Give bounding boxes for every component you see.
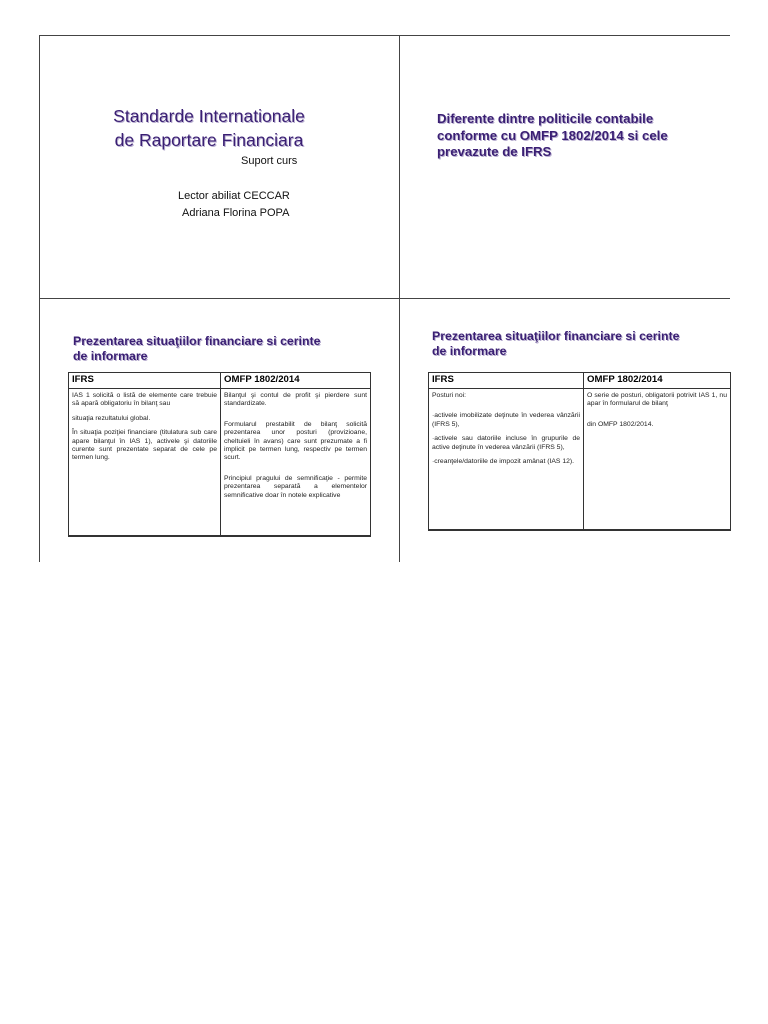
slide-4-ifrs-text: ·creanţele/datoriile de impozit amânat (IAS 12). <box>432 458 575 466</box>
slide-3-ifrs-text: situaţia rezultatului global. <box>72 414 151 422</box>
slide-2-title <box>437 111 722 161</box>
slide-4-ifrs-text: ·activele imobilizate deţinute în vederea vânzării (IFRS 5), <box>432 412 580 428</box>
slide-4-ifrs-text: Posturi noi: <box>432 392 467 399</box>
slide-3-ifrs-text: IAS 1 solicită o listă de elemente care trebuie să apară obligatoriu în bilanţ sau <box>72 392 217 408</box>
slide-1-subtitle: Suport curs <box>241 155 298 167</box>
slide-4-omfp-cell <box>584 389 731 530</box>
slide-2-title-line-1: Diferente dintre politicile contabile <box>437 111 654 126</box>
slide-4-header-ifrs: IFRS <box>429 373 584 389</box>
slide-4-header-omfp: OMFP 1802/2014 <box>584 373 731 389</box>
slide-3-header-ifrs: IFRS <box>69 373 221 389</box>
slide-4-comparison-table <box>428 372 731 531</box>
slide-1-title <box>100 104 318 152</box>
slide-4-ifrs-text: ·activele sau datoriile incluse în grupurile de active deţinute în vederea vânzării (IFRS 5), <box>432 435 580 451</box>
slide-4-omfp-text: din OMFP 1802/2014. <box>587 420 654 428</box>
slide-1-author-line-2: Adriana Florina POPA <box>182 207 290 219</box>
slide-4-title <box>432 329 702 359</box>
slide-3-title <box>73 334 343 364</box>
slide-3-ifrs-text: În situaţia poziţiei financiare (titulatura sub care apare bilanţul în IAS 1), activele şi datoriile curente sunt prezentate separat de cele pe termen lung. <box>72 429 217 462</box>
grid-line-top <box>39 35 730 36</box>
slide-3-comparison-table <box>68 372 371 537</box>
slide-2-title-line-2: conforme cu OMFP 1802/2014 si cele <box>437 127 668 143</box>
slide-4-title-line-1: Prezentarea situaţiilor financiare si cerinte <box>432 329 680 343</box>
slide-3-header-omfp: OMFP 1802/2014 <box>221 373 371 389</box>
slide-3-ifrs-cell <box>69 389 221 536</box>
slide-1-author-line-1: Lector abiliat CECCAR <box>178 190 290 202</box>
slide-1-title-line-1: Standarde Internationale <box>113 106 305 126</box>
slide-3-omfp-cell <box>221 389 371 536</box>
slide-3-title-line-2: de informare <box>73 349 148 363</box>
slide-4-omfp-text: O serie de posturi, obligatorii potrivit IAS 1, nu apar în formularul de bilanţ <box>587 392 727 408</box>
slide-4-title-line-2: de informare <box>432 344 507 358</box>
slide-1-title-line-2: de Raportare Financiara <box>114 130 304 150</box>
slide-3-omfp-text: Principiul pragului de semnificaţie - permite prezentarea separată a elementelor semnificative doar în notele explicative <box>224 474 367 499</box>
slide-3-omfp-text: Formularul prestabilit de bilanţ solicită prezentarea unor posturi (provizioane, cheltuieli în avans) care sunt prezumate a fi implicit pe termen lung, respectiv pe termen scurt. <box>224 420 367 462</box>
slide-2-title-line-3: prevazute de IFRS <box>437 144 552 159</box>
slide-4-ifrs-cell <box>429 389 584 530</box>
grid-line-horizontal <box>39 298 730 299</box>
slide-3-title-line-1: Prezentarea situaţiilor financiare si cerinte <box>73 334 321 348</box>
slide-3-omfp-text: Bilanţul şi contul de profit şi pierdere sunt standardizate. <box>224 392 367 408</box>
